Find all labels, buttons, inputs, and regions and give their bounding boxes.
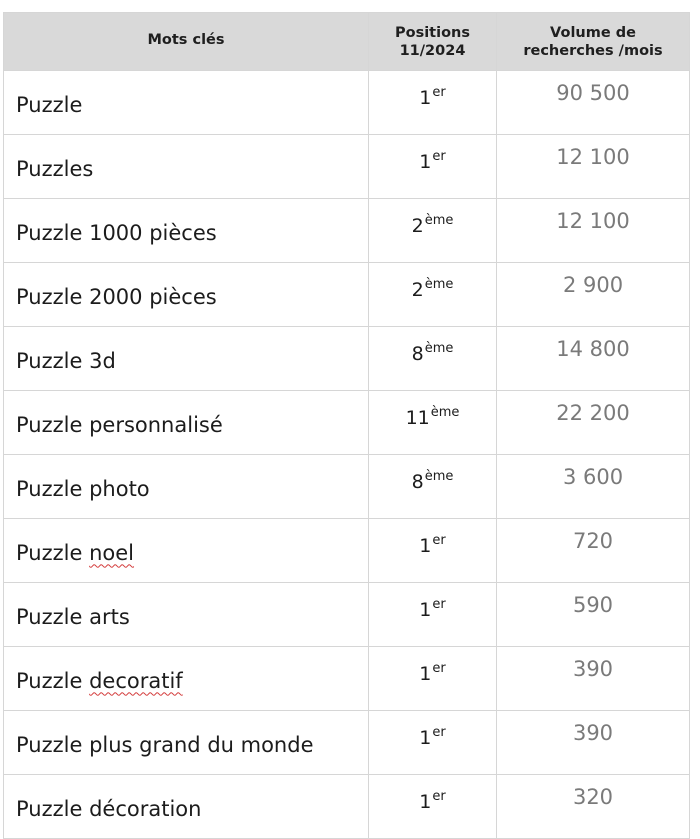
table-row	[4, 263, 690, 327]
header-volume-line1: Volume de	[550, 24, 636, 41]
keyword-text: Puzzle 1000 pièces	[16, 220, 217, 245]
keyword-cell	[4, 519, 369, 583]
keyword-cell	[4, 775, 369, 839]
position-cell	[369, 519, 497, 583]
position-suffix: ème	[424, 277, 454, 292]
position-suffix: er	[432, 725, 446, 740]
position-suffix: er	[432, 789, 446, 804]
position-suffix: ème	[424, 213, 454, 228]
keyword-text: Puzzle personnalisé	[16, 412, 223, 437]
keyword-flagged-word: noel	[89, 540, 135, 565]
table-row	[4, 71, 690, 135]
position-suffix: ème	[430, 405, 460, 420]
position-cell	[369, 647, 497, 711]
position-rank: 8	[411, 343, 424, 365]
volume-cell: 590	[497, 583, 690, 647]
header-keywords: Mots clés	[4, 13, 369, 71]
position-rank: 1	[419, 599, 432, 621]
position-cell	[369, 71, 497, 135]
keyword-cell	[4, 135, 369, 199]
keyword-cell	[4, 647, 369, 711]
header-volume-line2: recherches /mois	[523, 42, 663, 59]
volume-cell: 22 200	[497, 391, 690, 455]
header-positions-line1: Positions	[394, 24, 470, 41]
table-row	[4, 775, 690, 839]
volume-cell: 2 900	[497, 263, 690, 327]
keyword-cell	[4, 199, 369, 263]
table-row	[4, 583, 690, 647]
table-row	[4, 327, 690, 391]
keyword-cell	[4, 71, 369, 135]
keyword-text: Puzzle	[16, 668, 90, 693]
keyword-cell	[4, 391, 369, 455]
volume-cell: 390	[497, 647, 690, 711]
position-cell	[369, 391, 497, 455]
keyword-text: Puzzle 3d	[16, 348, 116, 373]
keyword-cell	[4, 711, 369, 775]
table-row	[4, 711, 690, 775]
position-rank: 1	[419, 727, 432, 749]
volume-cell: 390	[497, 711, 690, 775]
table-header	[4, 13, 690, 71]
position-rank: 11	[405, 407, 430, 429]
table-row	[4, 647, 690, 711]
position-rank: 2	[411, 279, 424, 301]
keyword-text: Puzzle photo	[16, 476, 150, 501]
position-cell	[369, 711, 497, 775]
position-suffix: ème	[424, 341, 454, 356]
position-rank: 1	[419, 791, 432, 813]
keyword-flagged-word: decoratif	[89, 668, 183, 693]
position-cell	[369, 327, 497, 391]
position-suffix: er	[432, 85, 446, 100]
table-row	[4, 519, 690, 583]
table-row	[4, 391, 690, 455]
keyword-cell	[4, 455, 369, 519]
volume-cell: 12 100	[497, 199, 690, 263]
volume-cell: 720	[497, 519, 690, 583]
keywords-table	[3, 12, 690, 839]
position-suffix: er	[432, 597, 446, 612]
header-volume	[497, 13, 690, 71]
position-cell	[369, 455, 497, 519]
position-cell	[369, 263, 497, 327]
keyword-text: Puzzle arts	[16, 604, 130, 629]
volume-cell: 320	[497, 775, 690, 839]
header-positions	[369, 13, 497, 71]
position-rank: 1	[419, 151, 432, 173]
position-cell	[369, 135, 497, 199]
volume-cell: 12 100	[497, 135, 690, 199]
volume-cell: 14 800	[497, 327, 690, 391]
position-rank: 1	[419, 535, 432, 557]
volume-cell: 3 600	[497, 455, 690, 519]
keyword-text: Puzzle décoration	[16, 796, 202, 821]
keyword-cell	[4, 583, 369, 647]
keyword-text: Puzzle plus grand du monde	[16, 732, 314, 757]
volume-cell: 90 500	[497, 71, 690, 135]
position-cell	[369, 199, 497, 263]
position-cell	[369, 775, 497, 839]
keyword-cell	[4, 327, 369, 391]
position-suffix: er	[432, 533, 446, 548]
position-rank: 8	[411, 471, 424, 493]
position-rank: 2	[411, 215, 424, 237]
keyword-cell	[4, 263, 369, 327]
table-body	[4, 71, 690, 839]
position-rank: 1	[419, 663, 432, 685]
keyword-text: Puzzle	[16, 92, 83, 117]
keyword-text: Puzzle	[16, 540, 90, 565]
header-positions-line2: 11/2024	[399, 42, 466, 59]
table-row	[4, 135, 690, 199]
keyword-text: Puzzles	[16, 156, 94, 181]
keyword-text: Puzzle 2000 pièces	[16, 284, 217, 309]
position-suffix: er	[432, 149, 446, 164]
position-suffix: er	[432, 661, 446, 676]
header-row	[4, 13, 690, 71]
position-suffix: ème	[424, 469, 454, 484]
position-rank: 1	[419, 87, 432, 109]
table-row	[4, 199, 690, 263]
table-row	[4, 455, 690, 519]
position-cell	[369, 583, 497, 647]
